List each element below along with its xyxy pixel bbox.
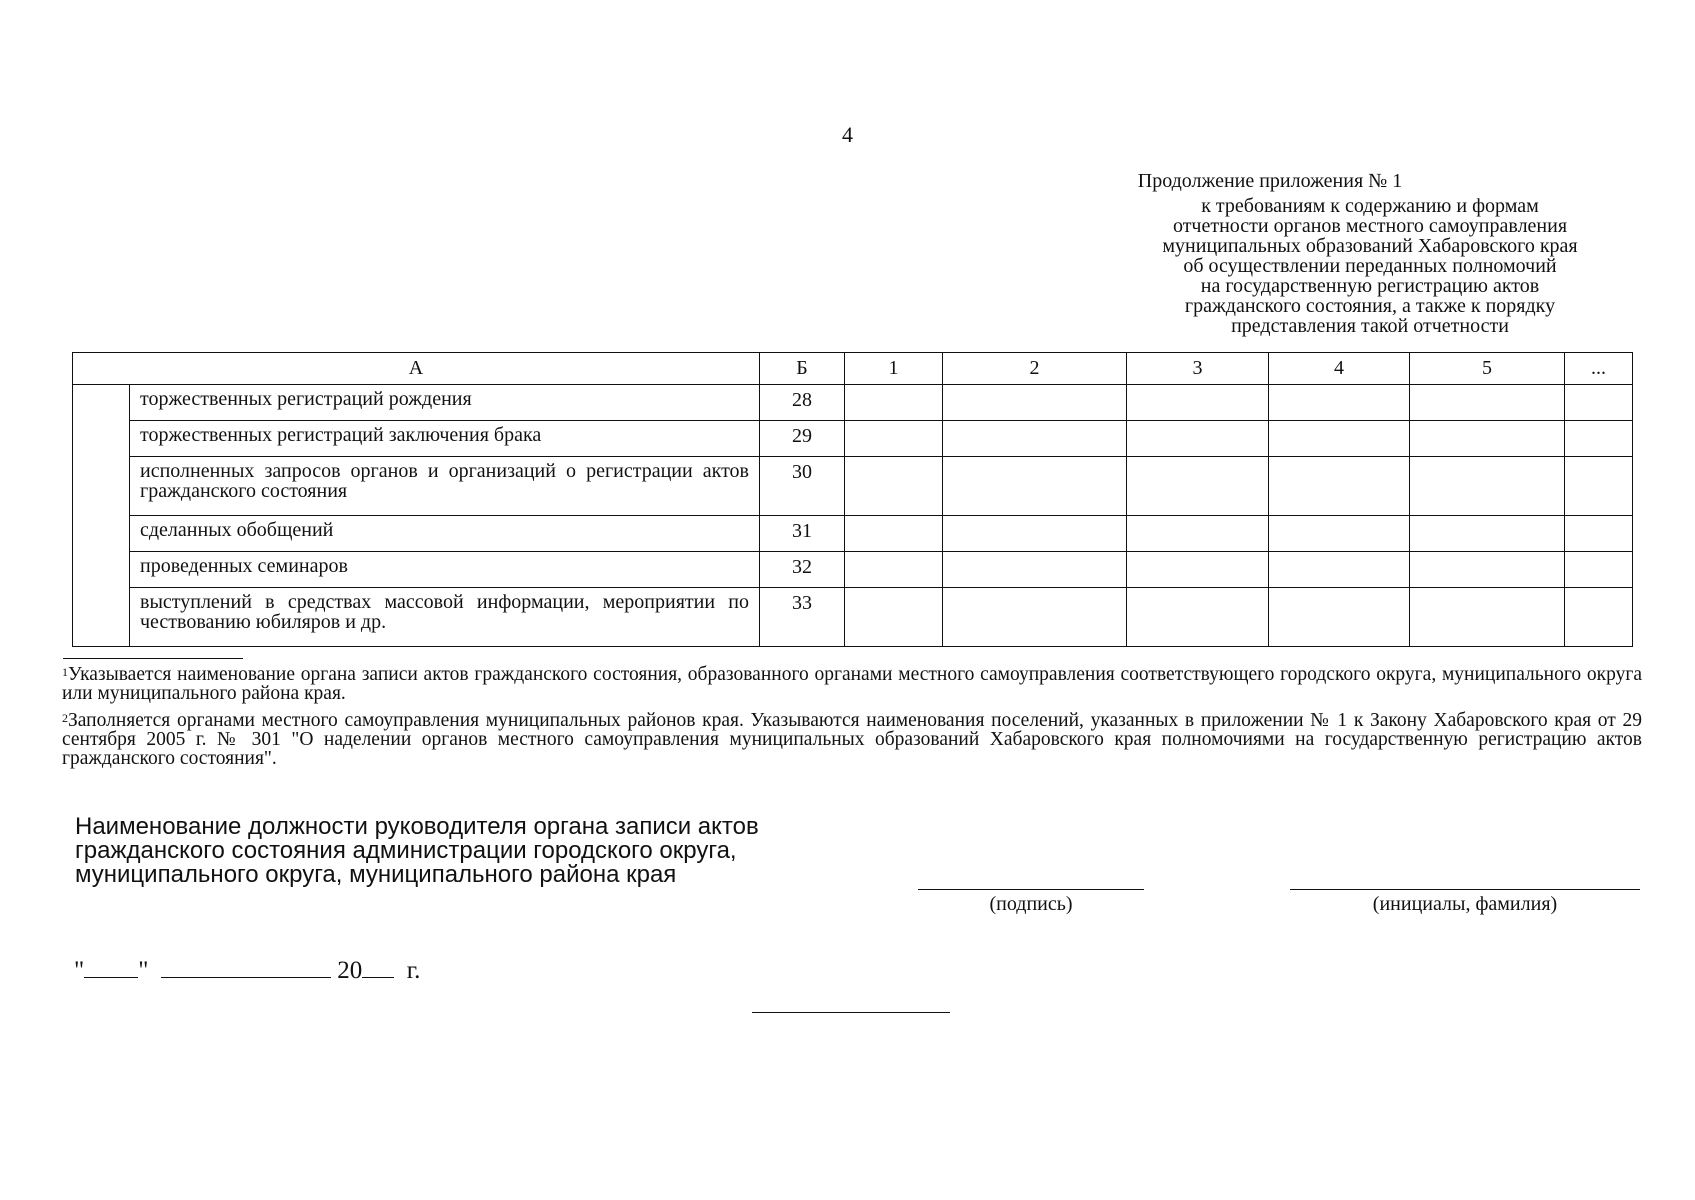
lead-cell	[73, 385, 130, 647]
data-cell	[943, 421, 1127, 457]
data-cell	[943, 588, 1127, 647]
data-cell	[1127, 588, 1269, 647]
data-cell	[1269, 385, 1410, 421]
appendix-line: отчетности органов местного самоуправления	[1172, 215, 1568, 237]
data-cell	[1410, 516, 1565, 552]
table-row	[73, 588, 1633, 647]
data-cell	[1127, 516, 1269, 552]
table-row	[73, 457, 1633, 516]
date-field	[74, 953, 420, 985]
data-cell	[1269, 516, 1410, 552]
table-row	[73, 421, 1633, 457]
data-cell	[845, 421, 943, 457]
appendix-line: к требованиям к содержанию и формам	[1201, 195, 1539, 217]
name-line	[1290, 889, 1640, 890]
data-cell	[845, 516, 943, 552]
data-cell	[943, 385, 1127, 421]
appendix-line: представления такой отчетности	[1231, 315, 1509, 337]
table-row	[73, 385, 1633, 421]
data-cell	[1410, 385, 1565, 421]
header-cell-a: А	[73, 353, 760, 385]
official-position-title	[75, 815, 835, 887]
date-quote-close: "	[138, 957, 149, 984]
header-cell-1: 1	[845, 353, 943, 385]
data-cell	[1565, 385, 1633, 421]
table-row	[73, 552, 1633, 588]
data-cell	[1269, 457, 1410, 516]
data-cell	[1269, 421, 1410, 457]
row-code: 33	[760, 588, 845, 647]
row-label: проведенных семинаров	[130, 552, 760, 588]
data-cell	[1127, 421, 1269, 457]
appendix-line: муниципальных образований Хабаровского края	[1162, 235, 1578, 257]
row-label: торжественных регистраций заключения брака	[130, 421, 760, 457]
official-title-line: Наименование должности руководителя органа записи актов	[75, 813, 759, 840]
table-row	[73, 516, 1633, 552]
header-cell-5: 5	[1410, 353, 1565, 385]
data-cell	[943, 552, 1127, 588]
data-cell	[845, 552, 943, 588]
appendix-heading: Продолжение приложения № 1	[1137, 170, 1403, 192]
footnote-mark: 2	[62, 711, 68, 725]
official-title-line: гражданского состояния администрации городского округа,	[75, 837, 737, 864]
table-header-row	[73, 353, 1633, 385]
data-cell	[1269, 552, 1410, 588]
date-quote-open: "	[74, 957, 85, 984]
data-cell	[1127, 457, 1269, 516]
data-cell	[1565, 457, 1633, 516]
footnote-separator	[63, 658, 243, 659]
header-cell-2: 2	[943, 353, 1127, 385]
data-cell	[1565, 588, 1633, 647]
year-blank	[362, 953, 394, 978]
footnote-1	[62, 665, 1642, 703]
appendix-line: гражданского состояния, а также к порядку	[1184, 295, 1556, 317]
name-caption: (инициалы, фамилия)	[1372, 893, 1558, 915]
data-cell	[943, 516, 1127, 552]
data-cell	[845, 588, 943, 647]
page-number: 4	[842, 122, 853, 147]
report-table	[72, 352, 1633, 647]
header-cell-b: Б	[760, 353, 845, 385]
year-prefix: 20	[337, 957, 363, 984]
row-label: выступлений в средствах массовой информации, мероприятии по чествованию юбиляров и др.	[130, 588, 760, 647]
footnote-mark: 1	[62, 665, 68, 679]
data-cell	[1127, 552, 1269, 588]
row-code: 31	[760, 516, 845, 552]
row-code: 28	[760, 385, 845, 421]
footnote-2	[62, 711, 1642, 768]
data-cell	[1565, 516, 1633, 552]
appendix-text	[1110, 196, 1630, 336]
header-cell-3: 3	[1127, 353, 1269, 385]
header-cell-more: ...	[1565, 353, 1633, 385]
data-cell	[1269, 588, 1410, 647]
row-code: 32	[760, 552, 845, 588]
data-cell	[1565, 552, 1633, 588]
month-blank	[161, 953, 331, 978]
data-cell	[845, 385, 943, 421]
data-cell	[1410, 457, 1565, 516]
row-label: исполненных запросов органов и организаций о регистрации актов гражданского состояния	[130, 457, 760, 516]
footnote-text: Указывается наименование органа записи актов гражданского состояния, образованного органами местного самоуправления соответствующего городского округа, муниципального округа или муниципального района края.	[62, 664, 1642, 704]
data-cell	[1410, 588, 1565, 647]
data-cell	[1410, 421, 1565, 457]
appendix-line: на государственную регистрацию актов	[1200, 275, 1540, 297]
end-of-document-rule	[752, 1012, 950, 1013]
signature-caption: (подпись)	[989, 893, 1073, 915]
signature-line	[918, 889, 1144, 890]
data-cell	[845, 457, 943, 516]
data-cell	[1410, 552, 1565, 588]
official-title-line: муниципального округа, муниципального района края	[75, 861, 677, 888]
appendix-line: об осуществлении переданных полномочий	[1183, 255, 1557, 277]
year-suffix: г.	[406, 957, 421, 984]
data-cell	[1565, 421, 1633, 457]
data-cell	[943, 457, 1127, 516]
row-label: сделанных обобщений	[130, 516, 760, 552]
data-cell	[1127, 385, 1269, 421]
row-code: 30	[760, 457, 845, 516]
row-label: торжественных регистраций рождения	[130, 385, 760, 421]
day-blank	[84, 953, 138, 978]
footnote-text: Заполняется органами местного самоуправления муниципальных районов края. Указываются наименования поселений, указанных в приложении № 1 к Закону Хабаровского края от 29 сентября 2005 г. № 301 "О наделении органов местного самоуправления муниципальных образований Хабаровского края полномочиями на государственную регистрацию актов гражданского состояния".	[62, 710, 1642, 769]
header-cell-4: 4	[1269, 353, 1410, 385]
row-code: 29	[760, 421, 845, 457]
